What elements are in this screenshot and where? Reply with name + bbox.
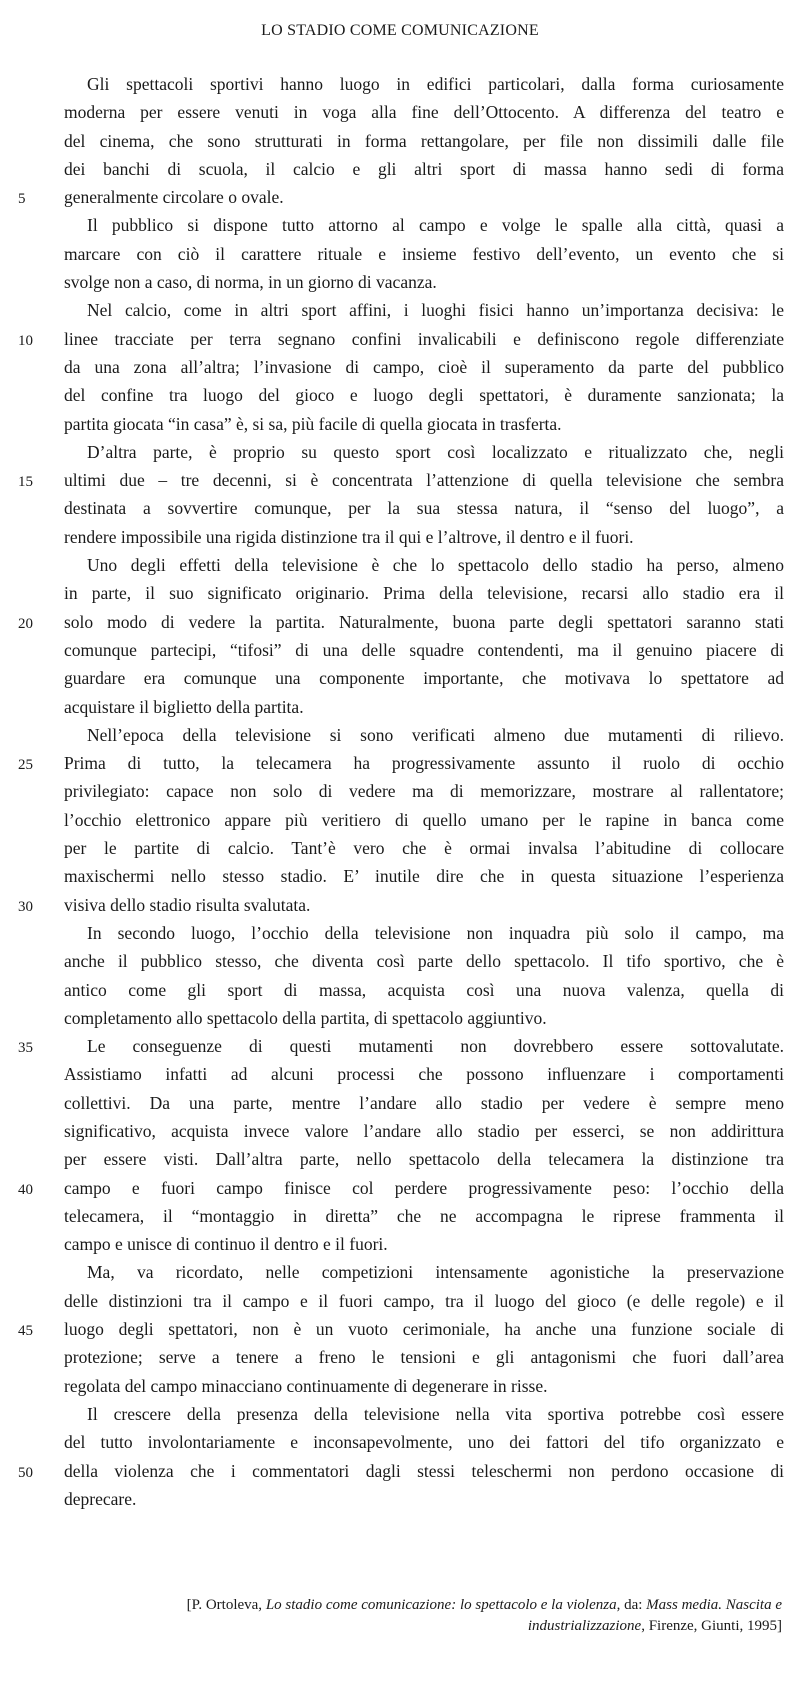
text-line [64, 98, 784, 126]
citation-publisher: , Firenze, Giunti, 1995] [641, 1618, 782, 1634]
line-number: 45 [18, 1323, 33, 1340]
text-line [64, 410, 784, 438]
text-line [64, 1400, 784, 1428]
line-text: Il pubblico si dispone tutto attorno al campo e volge le spalle alla città, quasi a [87, 215, 784, 236]
line-text: per le partite di calcio. Tant’è vero che è ormai invalsa l’abitudine di collocare [64, 838, 784, 859]
text-line [64, 523, 784, 551]
text-line [64, 777, 784, 805]
line-text: acquistare il biglietto della partita. [64, 696, 304, 717]
line-text: maxischermi nello stesso stadio. E’ inutile dire che in questa situazione l’esperienza [64, 866, 784, 887]
citation-line-2 [140, 1616, 782, 1637]
page-title: LO STADIO COME COMUNICAZIONE [261, 22, 539, 39]
text-line [18, 1032, 784, 1060]
text-line [64, 1230, 784, 1258]
text-line [64, 1287, 784, 1315]
line-number: 35 [18, 1040, 33, 1057]
citation-book-title: Lo stadio come comunicazione: lo spettacolo e la violenza [265, 1597, 617, 1613]
text-line [64, 1202, 784, 1230]
line-text: anche il pubblico stesso, che diventa così parte dello spettacolo. Il tifo sportivo, che è [64, 951, 784, 972]
line-text: destinata a sovvertire comunque, per la sua stessa natura, il “senso del luogo”, a [64, 498, 784, 519]
line-text: solo modo di vedere la partita. Naturalmente, buona parte degli spettatori saranno stati [64, 611, 784, 632]
line-text: Assistiamo infatti ad alcuni processi che possono influenzare i comportamenti [64, 1064, 784, 1085]
text-line [64, 1145, 784, 1173]
citation-separator: , da: [616, 1597, 647, 1613]
line-text: comunque partecipi, “tifosi” di una delle squadre contendenti, ma il genuino piacere di [64, 639, 784, 660]
line-text: Gli spettacoli sportivi hanno luogo in edifici particolari, dalla forma curiosamente [87, 74, 784, 94]
line-text: regolata del campo minacciano continuamente di degenerare in risse. [64, 1375, 548, 1396]
text-line [64, 353, 784, 381]
line-text: campo e fuori campo finisce col perdere progressivamente peso: l’occhio della [64, 1177, 784, 1198]
text-line [18, 1174, 784, 1202]
text-line [64, 1485, 784, 1513]
line-text: collettivi. Da una parte, mentre l’andare allo stadio per vedere è sempre meno [64, 1092, 784, 1113]
line-text: Il crescere della presenza della televisione nella vita sportiva potrebbe così essere [87, 1403, 784, 1424]
line-number: 20 [18, 615, 33, 632]
text-line [64, 579, 784, 607]
text-line [64, 211, 784, 239]
line-number: 10 [18, 332, 33, 349]
line-number: 50 [18, 1464, 33, 1481]
text-line [64, 636, 784, 664]
text-line [18, 1315, 784, 1343]
text-line [64, 240, 784, 268]
text-line [18, 1457, 784, 1485]
line-number: 15 [18, 474, 33, 491]
text-line [18, 466, 784, 494]
line-text: In secondo luogo, l’occhio della televisione non inquadra più solo il campo, ma [87, 922, 784, 943]
line-text: in parte, il suo significato originario. Prima della televisione, recarsi allo stadio era il [64, 583, 784, 604]
text-line [64, 693, 784, 721]
line-text: dei banchi di scuola, il calcio e gli altri sport di massa hanno sedi di forma [64, 158, 784, 179]
line-text: del confine tra luogo del gioco e luogo degli spettatori, è duramente sanzionata; la [64, 385, 784, 406]
text-line [64, 976, 784, 1004]
text-line [64, 919, 784, 947]
text-line [64, 1428, 784, 1456]
line-text: visiva dello stadio risulta svalutata. [64, 894, 311, 915]
text-line [64, 70, 784, 98]
text-line [18, 325, 784, 353]
line-text: marcare con ciò il carattere rituale e insieme festivo dell’evento, un evento che si [64, 243, 784, 264]
line-text: telecamera, il “montaggio in diretta” che ne accompagna le riprese frammenta il [64, 1205, 784, 1226]
line-number: 5 [18, 191, 26, 208]
text-line [64, 268, 784, 296]
text-line [18, 749, 784, 777]
line-text: svolge non a caso, di norma, in un giorno di vacanza. [64, 272, 437, 293]
text-line [64, 155, 784, 183]
line-text: rendere impossibile una rigida distinzione tra il qui e l’altrove, il dentro e il fuori. [64, 526, 634, 547]
line-text: generalmente circolare o ovale. [64, 187, 284, 208]
line-text: Nel calcio, come in altri sport affini, i luoghi fisici hanno un’importanza decisiva: le [87, 300, 784, 321]
text-line [18, 608, 784, 636]
line-text: Nell’epoca della televisione si sono verificati almeno due mutamenti di rilievo. [87, 724, 784, 745]
line-text: della violenza che i commentatori dagli stessi teleschermi non perdono occasione di [64, 1460, 784, 1481]
citation-collection-title-cont: industrializzazione [527, 1618, 642, 1634]
text-line [64, 127, 784, 155]
line-text: delle distinzioni tra il campo e il fuori campo, tra il luogo del gioco (e delle regole) e il [64, 1290, 784, 1311]
line-text: Ma, va ricordato, nelle competizioni intensamente agonistiche la preservazione [87, 1262, 784, 1283]
text-line [64, 947, 784, 975]
text-line [64, 664, 784, 692]
line-text: protezione; serve a tenere a freno le tensioni e gli antagonismi che fuori dall’area [64, 1347, 784, 1368]
line-text: partita giocata “in casa” è, si sa, più facile di quella giocata in trasferta. [64, 413, 562, 434]
article-body [18, 70, 784, 1513]
text-line [64, 494, 784, 522]
text-line [64, 1004, 784, 1032]
text-line [64, 1372, 784, 1400]
citation-collection-title: Mass media. Nascita e [646, 1597, 782, 1613]
line-number: 25 [18, 757, 33, 774]
line-number: 40 [18, 1181, 33, 1198]
line-number: 30 [18, 898, 33, 915]
text-line [18, 891, 784, 919]
text-line [64, 438, 784, 466]
text-line [64, 1117, 784, 1145]
source-citation [140, 1595, 782, 1637]
text-line [64, 1258, 784, 1286]
text-line [64, 381, 784, 409]
line-text: moderna per essere venuti in voga alla fine dell’Ottocento. A differenza del teatro e [64, 102, 784, 123]
text-line [64, 1089, 784, 1117]
text-line [64, 1343, 784, 1371]
text-line [64, 806, 784, 834]
text-line [64, 834, 784, 862]
line-text: antico come gli sport di massa, acquista così una nuova valenza, quella di [64, 979, 784, 1000]
line-text: completamento allo spettacolo della partita, di spettacolo aggiuntivo. [64, 1007, 547, 1028]
line-text: significativo, acquista invece valore l’andare allo stadio per esserci, se non addirittura [64, 1120, 784, 1141]
text-line [64, 721, 784, 749]
line-text: campo e unisce di continuo il dentro e il fuori. [64, 1234, 388, 1255]
text-line [64, 862, 784, 890]
text-line [64, 551, 784, 579]
line-text: privilegiato: capace non solo di vedere ma di memorizzare, mostrare al rallentatore; [64, 781, 784, 802]
line-text: Uno degli effetti della televisione è che lo spettacolo dello stadio ha perso, almeno [87, 555, 784, 576]
line-text: per essere visti. Dall’altra parte, nello spettacolo della telecamera la distinzione tra [64, 1149, 784, 1170]
line-text: deprecare. [64, 1488, 137, 1509]
line-text: da una zona all’altra; l’invasione di campo, cioè il superamento da parte del pubblico [64, 356, 784, 377]
line-text: del tutto involontariamente e inconsapevolmente, uno dei fattori del tifo organizzato e [64, 1432, 784, 1453]
line-text: D’altra parte, è proprio su questo sport così localizzato e ritualizzato che, negli [87, 441, 784, 462]
line-text: l’occhio elettronico appare più veritiero di quello umano per le rapine in banca come [64, 809, 784, 830]
line-text: del cinema, che sono strutturati in forma rettangolare, per file non dissimili dalle file [64, 130, 784, 151]
line-text: ultimi due – tre decenni, si è concentrata l’attenzione di quella televisione che sembra [64, 470, 784, 491]
citation-author: [P. Ortoleva, [186, 1597, 266, 1613]
line-text: Le conseguenze di questi mutamenti non dovrebbero essere sottovalutate. [87, 1036, 784, 1057]
text-line [64, 296, 784, 324]
text-line [64, 1060, 784, 1088]
line-text: luogo degli spettatori, non è un vuoto cerimoniale, ha anche una funzione sociale di [64, 1319, 784, 1340]
text-line [18, 183, 784, 211]
line-text: Prima di tutto, la telecamera ha progressivamente assunto il ruolo di occhio [64, 753, 784, 774]
line-text: guardare era comunque una componente importante, che motivava lo spettatore ad [64, 668, 784, 689]
citation-line-1 [140, 1595, 782, 1616]
line-text: linee tracciate per terra segnano confini invalicabili e definiscono regole differenziate [64, 328, 784, 349]
